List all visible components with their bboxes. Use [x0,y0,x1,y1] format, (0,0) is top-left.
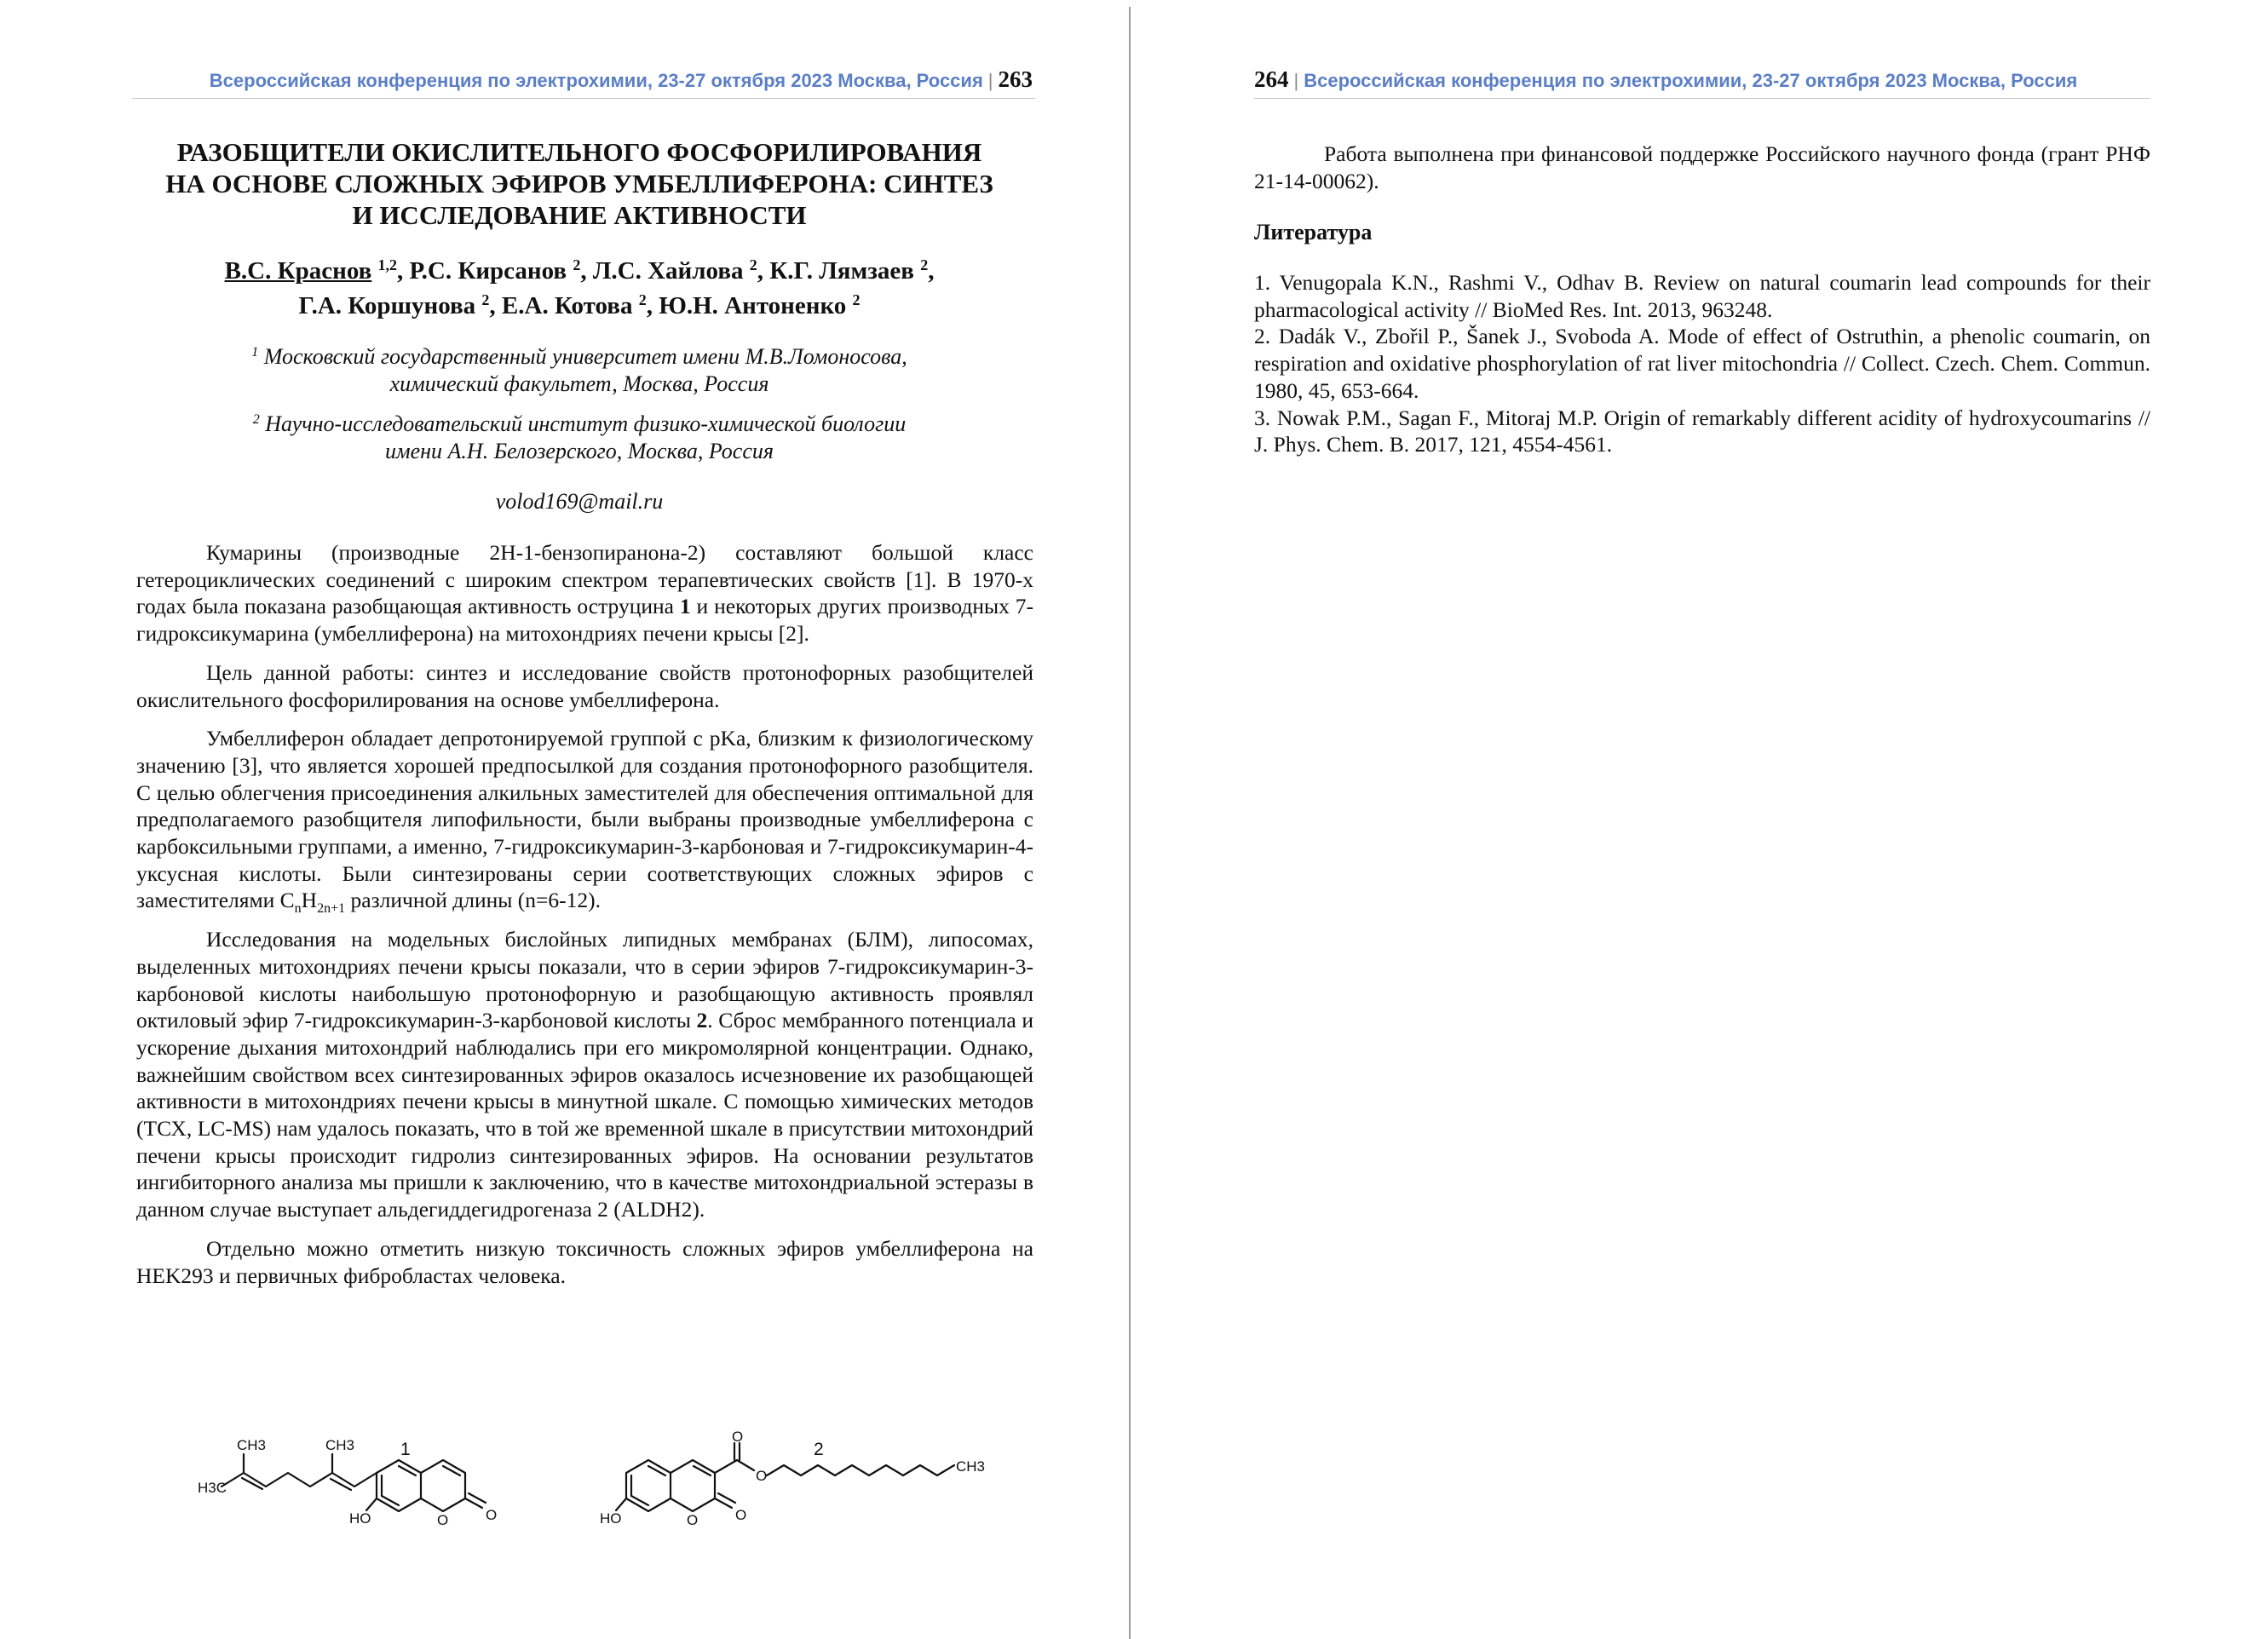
paper-title [128,136,1031,231]
chemical-structures [187,1431,1039,1550]
author-name: Р.С. Кирсанов [409,257,567,285]
author-name-presenter: В.С. Краснов [224,257,372,285]
author-separator: , [757,257,770,285]
author-line-2 [128,289,1031,324]
compound-1-structure [222,1454,486,1511]
title-line-2: НА ОСНОВЕ СЛОЖНЫХ ЭФИРОВ УМБЕЛЛИФЕРОНА: СИНТЕЗ [165,169,993,198]
author-list [128,254,1031,324]
affiliation-line: имени А.Н. Белозерского, Москва, Россия [385,439,774,463]
ring-oxygen-label: O [687,1512,699,1528]
affiliation-mark: 1 [251,345,259,359]
author-separator: , [928,257,935,285]
ch3-label: CH3 [325,1437,355,1453]
compound-ref-1: 1 [679,594,691,619]
author-affil-mark: 2 [749,256,757,273]
author-affil-mark: 1,2 [377,256,398,273]
abstract-body [136,539,1033,1301]
literature-heading: Литература [1254,220,1373,244]
right-header-separator: | [1293,70,1299,91]
left-header-separator: | [987,70,993,91]
title-line-1: РАЗОБЩИТЕЛИ ОКИСЛИТЕЛЬНОГО ФОСФОРИЛИРОВАНИЯ [176,137,982,167]
paragraph-2: Цель данной работы: синтез и исследование свойств протонофорных разобщителей окислительного фосфорилирования на основе умбеллиферона. [136,659,1033,712]
author-affil-mark: 2 [573,256,581,273]
affiliation-line: Научно-исследовательский институт физико-химической биологии [265,411,907,436]
author-separator: , [397,257,410,285]
author-name: Г.А. Коршунова [298,292,476,319]
affiliation-1 [128,343,1031,398]
paragraph-4: Исследования на модельных бислойных липидных мембранах (БЛМ), липосомах, выделенных митохондриях печени крысы показали, что в серии эфиров 7-гидроксикумарин-3-карбоновой кислоты наибольшую протонофорную и разобщающую активность проявлял октиловый эфир 7-гидроксикумарин-3-карбоновой кислоты 2. Сброс мембранного потенциала и ускорение дыхания митохондрий наблюдались при его микромолярной концентрации. Однако, важнейшим свойством всех синтезированных эфиров оказалось исчезновение их разобщающей активности в митохондриях печени крысы в минутной шкале. С помощью химических методов (ТСХ, LC-MS) нам удалось показать, что в той же временной шкале в присутствии митохондрий печени крысы происходит гидролиз синтезированных эфиров. На основании результатов ингибиторного анализа мы пришли к заключению, что в качестве митохондриальной эстеразы в данном случае выступает альдегиддегидрогеназа 2 (ALDH2). [136,927,1033,1222]
right-header-rule [1254,98,2150,99]
paragraph-3: Умбеллиферон обладает депротонируемой группой с pKa, близким к физиологическому значению [3], что является хорошей предпосылкой для создания протонофорного разобщителя. С целью облегчения присоединения алкильных заместителей для обеспечения оптимальной для предполагаемого разобщителя липофильности, были выбраны производные умбеллиферона с карбоксильными группами, а именно, 7-гидроксикумарин-3-карбоновая и 7-гидроксикумарин-4-уксусная кислоты. Были синтезированы серии соответствующих сложных эфиров с заместителями $C_nH_{2n+1}$ различной длины (n=6-12). [136,726,1033,917]
compound-2-labels [600,1431,985,1528]
compound-2-number: 2 [814,1440,824,1459]
right-page-number: 264 [1254,66,1289,92]
structure-drawing [187,1431,1039,1550]
paragraph-5: Отдельно можно отметить низкую токсичность сложных эфиров умбеллиферона на HEK293 и первичных фибробластах человека. [136,1235,1033,1288]
page-gutter [1129,7,1131,1639]
reference-item: 1. Venugopala K.N., Rashmi V., Odhav B. Review on natural coumarin lead compounds for their pharmacological activity // BioMed Res. Int. 2013, 963248. [1254,270,2150,322]
author-separator: , [646,292,659,319]
ring-oxygen-label: O [437,1512,449,1528]
right-running-header [1254,66,2077,93]
left-page [0,0,1128,1639]
ch3-label: CH3 [237,1437,267,1453]
ester-oxygen-label: O [756,1468,768,1484]
compound-2-structure [616,1443,954,1511]
hydroxyl-label: HO [600,1510,622,1527]
author-affil-mark: 2 [481,291,490,308]
affiliation-2 [128,411,1031,465]
carbonyl-oxygen-label: O [486,1507,498,1523]
compound-ref-2: 2 [696,1008,708,1033]
reference-item: 3. Nowak P.M., Sagan F., Mitoraj M.P. Origin of remarkably different acidity of hydroxycoumarins // J. Phys. Chem. B. 2017, 121, 4554-4561. [1254,405,2150,457]
reference-list [1254,269,2150,458]
reference-item: 2. Dadák V., Zbořil P., Šanek J., Svoboda A. Mode of effect of Ostruthin, a phenolic coumarin, on respiration and oxidative phosphorylation of rat liver mitochondria // Collect. Czech. Chem. Commun. 1980, 45, 653-664. [1254,324,2150,403]
left-running-header [210,66,1033,93]
left-page-number: 263 [998,66,1033,92]
left-header-rule [132,98,1035,99]
paragraph-1: Кумарины (производные 2H-1-бензопиранона-2) составляют большой класс гетероциклических соединений с широким спектром терапевтических свойств [1]. В 1970-х годах была показана разобщающая активность оструцина 1 и некоторых других производных 7-гидроксикумарина (умбеллиферона) на митохондриях печени крысы [2]. [136,540,1033,647]
author-name: Е.А. Котова [501,292,633,319]
right-page [1133,0,2268,1639]
author-affil-mark: 2 [920,256,929,273]
affiliation-line: Московский государственный университет имени М.В.Ломоносова, [263,344,907,369]
carbonyl-oxygen-label: O [735,1507,747,1523]
author-separator: , [580,257,593,285]
author-name: К.Г. Лямзаев [769,257,914,285]
affiliation-mark: 2 [252,412,260,427]
author-affil-mark: 2 [852,291,861,308]
contact-email: volod169@mail.ru [495,489,664,514]
author-separator: , [489,292,502,319]
compound-1-number: 1 [400,1440,411,1459]
ester-carbonyl-oxygen-label: O [732,1431,744,1445]
ch3-label: CH3 [956,1458,986,1475]
author-name: Л.С. Хайлова [592,257,744,285]
affiliation-line: химический факультет, Москва, Россия [389,371,769,396]
hydroxyl-label: HO [349,1510,371,1527]
author-name: Ю.Н. Антоненко [659,292,847,319]
author-line-1 [128,254,1031,289]
funding-acknowledgement [1254,141,2150,194]
title-line-3: И ИССЛЕДОВАНИЕ АКТИВНОСТИ [352,200,807,230]
h3c-label: H3C [198,1480,227,1496]
left-header-conference: Всероссийская конференция по электрохимии, 23-27 октября 2023 Москва, Россия [209,70,983,91]
author-affil-mark: 2 [638,291,647,308]
right-header-conference: Всероссийская конференция по электрохимии, 23-27 октября 2023 Москва, Россия [1304,70,2078,91]
funding-text: Работа выполнена при финансовой поддержке Российского научного фонда (грант РНФ 21-14-00062). [1254,141,2150,193]
